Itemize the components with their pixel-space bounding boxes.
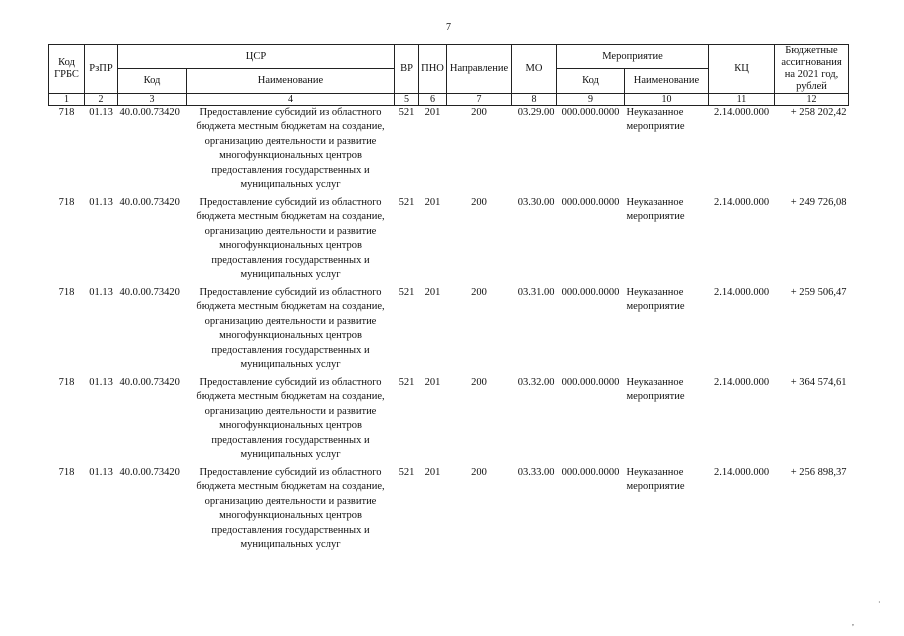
cell-allocation: + 249 726,08 [790,197,847,208]
cell-csr-code: 40.0.00.73420 [119,197,180,208]
cell-vr: 521 [398,377,415,388]
budget-allocation-table [48,44,849,556]
cell-vr: 521 [398,287,415,298]
page-number: 7 [446,22,451,33]
cell-csr-name: Предоставление субсидий из областного бюджета местным бюджетам на создание, организацию деятельности и развитие многофункциональных центров предоставления государственных и муниципальных услуг [196,377,385,461]
table-row [49,286,849,376]
cell-csr-code: 40.0.00.73420 [119,467,180,478]
column-number: 7 [447,94,512,106]
header-csr: ЦСР [118,45,395,69]
cell-mo: 03.32.00 [517,377,555,388]
cell-kc: 2.14.000.000 [713,377,770,388]
cell-event-code: 000.000.0000 [561,377,620,388]
cell-event-code: 000.000.0000 [561,107,620,118]
cell-kc: 2.14.000.000 [713,287,770,298]
cell-direction: 200 [471,377,487,388]
cell-event-code: 000.000.0000 [561,197,620,208]
cell-rzpr: 01.13 [89,467,113,478]
cell-csr-code: 40.0.00.73420 [119,287,180,298]
column-number: 5 [395,94,419,106]
column-number: 10 [625,94,709,106]
cell-allocation: + 258 202,42 [790,107,847,118]
cell-grbs: 718 [58,197,75,208]
cell-direction: 200 [471,107,487,118]
header-mo: МО [512,45,557,94]
table-row [49,376,849,466]
column-number: 9 [557,94,625,106]
cell-grbs: 718 [58,287,75,298]
header-allocation: Бюджетные ассигнования на 2021 год, рублей [775,45,849,94]
header-event-code: Код [557,69,625,94]
cell-event-name: Неуказанное мероприятие [626,377,685,403]
cell-mo: 03.30.00 [517,197,555,208]
cell-grbs: 718 [58,107,75,118]
cell-direction: 200 [471,287,487,298]
cell-vr: 521 [398,197,415,208]
cell-csr-code: 40.0.00.73420 [119,107,180,118]
cell-csr-name: Предоставление субсидий из областного бюджета местным бюджетам на создание, организацию деятельности и развитие многофункциональных центров предоставления государственных и муниципальных услуг [196,467,385,551]
header-grbs: Код ГРБС [49,45,85,94]
scan-mark: , [852,618,854,627]
cell-pno: 201 [424,197,441,208]
column-number: 8 [512,94,557,106]
cell-vr: 521 [398,107,415,118]
column-number: 3 [118,94,187,106]
cell-event-code: 000.000.0000 [561,467,620,478]
table-row [49,106,849,197]
cell-csr-name: Предоставление субсидий из областного бюджета местным бюджетам на создание, организацию деятельности и развитие многофункциональных центров предоставления государственных и муниципальных услуг [196,107,385,191]
cell-kc: 2.14.000.000 [713,467,770,478]
cell-mo: 03.33.00 [517,467,555,478]
column-number: 4 [187,94,395,106]
column-number: 1 [49,94,85,106]
cell-csr-name: Предоставление субсидий из областного бюджета местным бюджетам на создание, организацию деятельности и развитие многофункциональных центров предоставления государственных и муниципальных услуг [196,197,385,281]
header-rzpr: РзПР [85,45,118,94]
cell-event-name: Неуказанное мероприятие [626,197,685,223]
column-number: 12 [775,94,849,106]
header-event-name: Наименование [625,69,709,94]
scan-mark: · [878,598,881,607]
cell-mo: 03.31.00 [517,287,555,298]
cell-csr-code: 40.0.00.73420 [119,377,180,388]
cell-pno: 201 [424,287,441,298]
header-vr: ВР [395,45,419,94]
cell-event-name: Неуказанное мероприятие [626,287,685,313]
table-row [49,196,849,286]
cell-grbs: 718 [58,467,75,478]
header-kc: КЦ [709,45,775,94]
cell-mo: 03.29.00 [517,107,555,118]
header-csr-name: Наименование [187,69,395,94]
column-number-row [49,94,849,106]
cell-rzpr: 01.13 [89,287,113,298]
cell-pno: 201 [424,467,441,478]
cell-vr: 521 [398,467,415,478]
cell-kc: 2.14.000.000 [713,107,770,118]
cell-allocation: + 259 506,47 [790,287,847,298]
column-number: 6 [419,94,447,106]
cell-rzpr: 01.13 [89,377,113,388]
header-pno: ПНО [419,45,447,94]
cell-event-code: 000.000.0000 [561,287,620,298]
table-row [49,466,849,556]
header-direction: Направление [447,45,512,94]
cell-kc: 2.14.000.000 [713,197,770,208]
cell-csr-name: Предоставление субсидий из областного бюджета местным бюджетам на создание, организацию деятельности и развитие многофункциональных центров предоставления государственных и муниципальных услуг [196,287,385,371]
cell-direction: 200 [471,197,487,208]
header-event: Мероприятие [557,45,709,69]
cell-direction: 200 [471,467,487,478]
cell-pno: 201 [424,107,441,118]
column-number: 11 [709,94,775,106]
column-number: 2 [85,94,118,106]
cell-pno: 201 [424,377,441,388]
cell-rzpr: 01.13 [89,107,113,118]
cell-rzpr: 01.13 [89,197,113,208]
cell-allocation: + 256 898,37 [790,467,847,478]
header-csr-code: Код [118,69,187,94]
cell-event-name: Неуказанное мероприятие [626,107,685,133]
cell-event-name: Неуказанное мероприятие [626,467,685,493]
cell-grbs: 718 [58,377,75,388]
cell-allocation: + 364 574,61 [790,377,847,388]
